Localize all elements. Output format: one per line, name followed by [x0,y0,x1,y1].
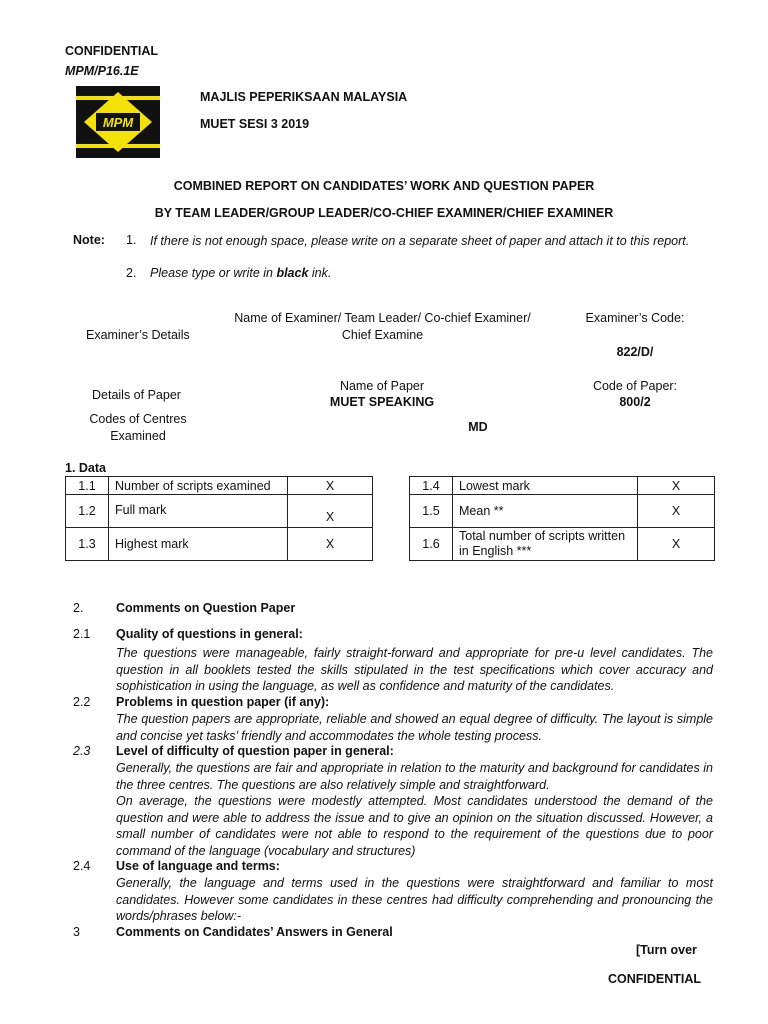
note-text-2 [150,266,331,280]
codes-of-centres-label-2: Examined [110,429,166,443]
name-of-paper-label: Name of Paper [339,379,425,393]
section-2-1-number: 2.1 [73,627,91,641]
council-name: MAJLIS PEPERIKSAAN MALAYSIA [200,90,408,104]
section-2-2-number: 2.2 [73,695,91,709]
section-2-4-title: Use of language and terms: [116,859,280,873]
table-row [410,477,715,495]
section-2-2-title: Problems in question paper (if any): [116,695,330,709]
section-3-title: Comments on Candidates’ Answers in General [116,925,393,939]
codes-of-centres-value: MD [468,420,488,434]
row-label: Full mark [109,495,288,528]
section-2-1-title: Quality of questions in general: [116,627,303,641]
row-number: 1.1 [66,477,109,495]
row-label: Number of scripts examined [109,477,288,495]
section-2-3-text-1: Generally, the questions are fair and appropriate in relation to the maturity and background for candidates in the three centres. The questions are also relatively simple and straightforward. [116,761,713,792]
row-value: X [288,528,373,561]
note-text-1: If there is not enough space, please write on a separate sheet of paper and attach it to this report. [150,234,690,248]
table-row [66,495,373,528]
examiner-code-label: Examiner’s Code: [585,311,685,325]
note-text-2-bold: black [276,266,309,280]
row-value: X [638,495,715,528]
logo-stripe-top [76,96,160,100]
section-3-number: 3 [73,925,80,939]
logo-text: MPM [102,115,134,130]
table-row [410,528,715,561]
data-section-title: 1. Data [65,461,106,475]
codes-of-centres-label-1: Codes of Centres [89,412,187,426]
examiner-details-label: Examiner’s Details [86,328,190,342]
note-number-1: 1. [126,233,137,247]
logo-stripe-bottom [76,144,160,148]
section-2-2-text: The question papers are appropriate, reliable and showed an equal degree of difficulty. The layout is simple and concise yet tasks’ friendly and accommodates the whole testing process. [116,712,713,743]
note-text-2-pre: Please type or write in [150,266,277,280]
name-of-paper-value: MUET SPEAKING [329,395,435,409]
turn-over-label: [Turn over [636,943,697,957]
section-2-3-text-2: On average, the questions were modestly attempted. Most candidates understood the demand of the question and were able to address the issue and to give an opinion on the situation discussed. However, a small number of candidates were not able to respond to the requirement of the questions due to poor command of the language (vocabulary and structures) [116,794,713,858]
exam-session: MUET SESI 3 2019 [200,117,310,131]
mpm-logo-icon [68,82,168,162]
section-2-3-title: Level of difficulty of question paper in general: [116,744,394,758]
confidential-label: CONFIDENTIAL [65,44,159,58]
row-value: X [288,495,373,528]
row-number: 1.4 [410,477,453,495]
note-label: Note: [73,233,105,247]
section-2-1-text: The questions were manageable, fairly straight-forward and appropriate for pre-u level candidates. The question in all booklets tested the skills stipulated in the test specifications which cover accuracy and sophistication in using the language, as well as confidence and maturity of the candidates. [116,646,713,694]
report-title-line1: COMBINED REPORT ON CANDIDATES’ WORK AND QUESTION PAPER [173,179,595,193]
details-of-paper-label: Details of Paper [92,388,181,402]
data-table-left [65,476,373,561]
examiner-code-value: 822/D/ [616,345,654,359]
code-of-paper-label: Code of Paper: [592,379,678,393]
data-table-right [409,476,715,561]
section-2-number: 2. [73,601,84,615]
row-value: X [288,477,373,495]
row-label: Mean ** [453,495,638,528]
section-2-4-number: 2.4 [73,859,91,873]
report-title-line2: BY TEAM LEADER/GROUP LEADER/CO-CHIEF EXAMINER/CHIEF EXAMINER [154,206,614,220]
name-of-examiner-label-1: Name of Examiner/ Team Leader/ Co-chief Examiner/ [234,311,531,325]
code-of-paper-value: 800/2 [619,395,651,409]
section-2-3-number: 2.3 [73,744,91,758]
row-number: 1.2 [66,495,109,528]
document-code: MPM/P16.1E [65,64,139,78]
table-row [66,528,373,561]
row-label: Lowest mark [453,477,638,495]
section-2-title: Comments on Question Paper [116,601,296,615]
note-number-2: 2. [126,266,137,280]
row-value: X [638,528,715,561]
row-label: Total number of scripts written in English *** [453,528,638,561]
row-number: 1.3 [66,528,109,561]
table-row [66,477,373,495]
section-2-4-text: Generally, the language and terms used in the questions were straightforward and familiar to most candidates. However some candidates in these centres had difficulty comprehending and pronouncing the words/phrases below:- [116,876,713,924]
row-number: 1.5 [410,495,453,528]
confidential-footer: CONFIDENTIAL [608,972,702,986]
row-number: 1.6 [410,528,453,561]
row-label: Highest mark [109,528,288,561]
row-value: X [638,477,715,495]
name-of-examiner-label-2: Chief Examine [341,328,424,342]
table-row [410,495,715,528]
note-text-2-post: ink. [308,266,332,280]
